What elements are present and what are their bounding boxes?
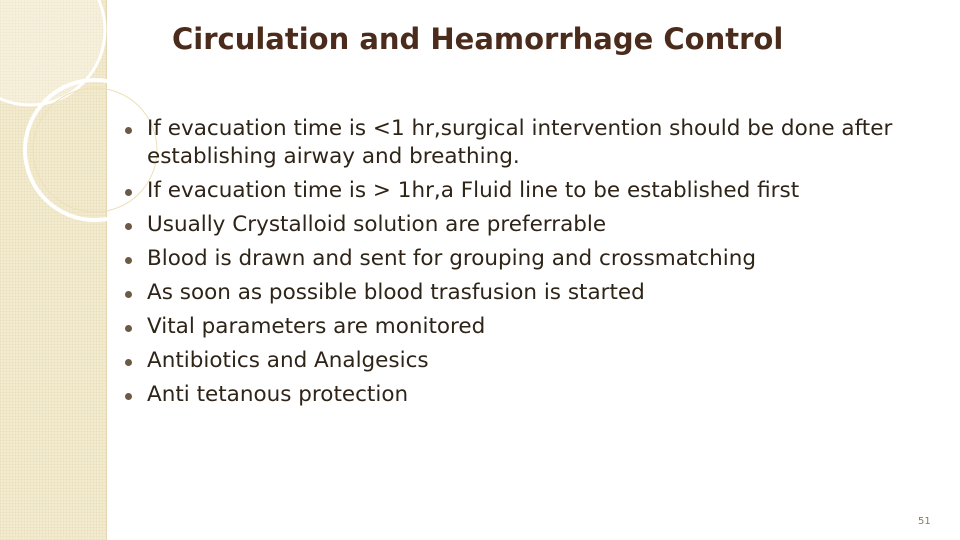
bullet-dot-icon xyxy=(125,223,132,230)
bullet-dot-icon xyxy=(125,359,132,366)
list-item xyxy=(122,245,922,273)
bullet-dot-icon xyxy=(125,189,132,196)
bullet-text: As soon as possible blood trasfusion is started xyxy=(147,280,645,305)
bullet-list xyxy=(122,115,922,415)
bullet-text: Blood is drawn and sent for grouping and crossmatching xyxy=(147,246,757,271)
bullet-text: Antibiotics and Analgesics xyxy=(147,348,429,373)
page-number: 51 xyxy=(918,516,931,527)
bullet-text: Vital parameters are monitored xyxy=(147,314,486,339)
bullet-text: If evacuation time is <1 hr,surgical intervention should be done after establishing airway and breathing. xyxy=(147,116,893,169)
bullet-text: If evacuation time is > 1hr,a Fluid line to be established first xyxy=(147,178,800,203)
bullet-text: Anti tetanous protection xyxy=(147,382,409,407)
bullet-dot-icon xyxy=(125,393,132,400)
list-item xyxy=(122,279,922,307)
list-item xyxy=(122,381,922,409)
list-item xyxy=(122,177,922,205)
bullet-dot-icon xyxy=(125,257,132,264)
list-item xyxy=(122,115,922,171)
bullet-dot-icon xyxy=(125,325,132,332)
bullet-dot-icon xyxy=(125,291,132,298)
bullet-text: Usually Crystalloid solution are preferrable xyxy=(147,212,607,237)
list-item xyxy=(122,313,922,341)
list-item xyxy=(122,211,922,239)
bullet-dot-icon xyxy=(125,127,132,134)
slide-title: Circulation and Heamorrhage Control xyxy=(172,22,784,56)
list-item xyxy=(122,347,922,375)
